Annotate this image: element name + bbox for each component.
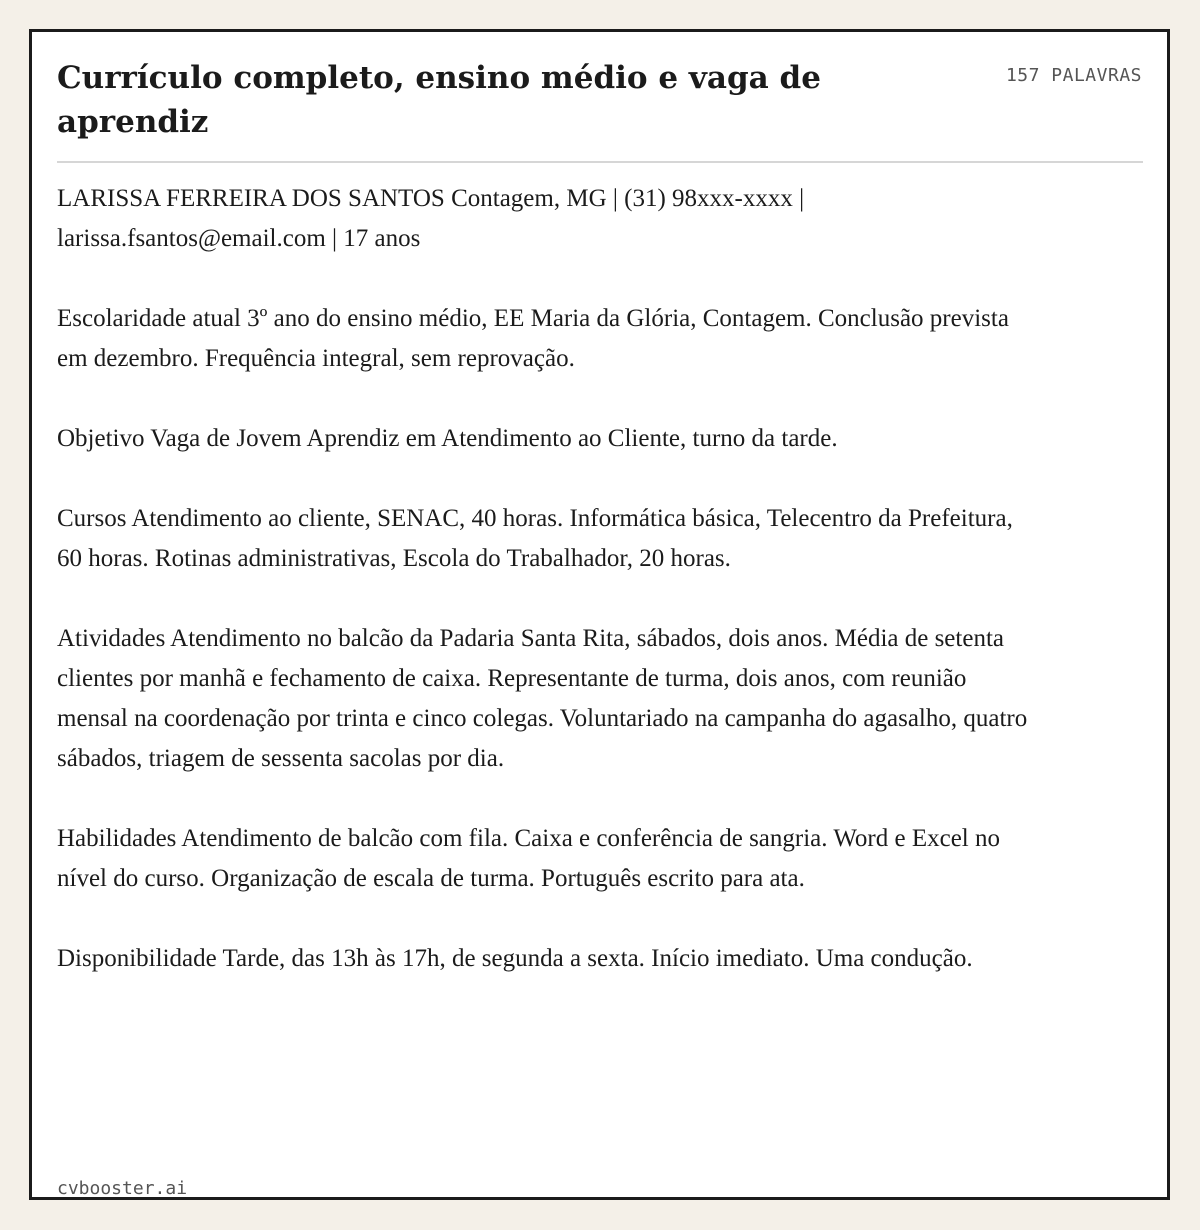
header-divider (57, 161, 1143, 163)
availability-paragraph: Disponibilidade Tarde, das 13h às 17h, de segunda a sexta. Início imediato. Uma condução. (57, 945, 973, 972)
objective-paragraph: Objetivo Vaga de Jovem Aprendiz em Atendimento ao Cliente, turno da tarde. (57, 425, 838, 452)
page-title: Currículo completo, ensino médio e vaga de aprendiz (57, 60, 821, 140)
word-count-badge: 157 PALAVRAS (1005, 65, 1142, 86)
courses-paragraph: Cursos Atendimento ao cliente, SENAC, 40 horas. Informática básica, Telecentro da Prefeitura, 60 horas. Rotinas administrativas, Escola do Trabalhador, 20 horas. (57, 505, 1013, 572)
activities-paragraph: Atividades Atendimento no balcão da Padaria Santa Rita, sábados, dois anos. Média de setenta clientes por manhã e fechamento de caixa. Representante de turma, dois anos, com reunião mensal na coordenação por trinta e cinco colegas. Voluntariado na campanha do agasalho, quatro sábados, triagem de sessenta sacolas por dia. (57, 625, 1028, 772)
education-paragraph: Escolaridade atual 3º ano do ensino médio, EE Maria da Glória, Contagem. Conclusão prevista em dezembro. Frequência integral, sem reprovação. (57, 305, 1009, 372)
resume-card (29, 29, 1170, 1200)
contact-paragraph: LARISSA FERREIRA DOS SANTOS Contagem, MG | (31) 98xxx-xxxx | larissa.fsantos@email.com | 17 anos (57, 185, 805, 252)
footer-brand: cvbooster.ai (57, 1178, 188, 1199)
resume-body (57, 179, 1037, 1019)
skills-paragraph: Habilidades Atendimento de balcão com fila. Caixa e conferência de sangria. Word e Excel no nível do curso. Organização de escala de turma. Português escrito para ata. (57, 825, 1000, 892)
